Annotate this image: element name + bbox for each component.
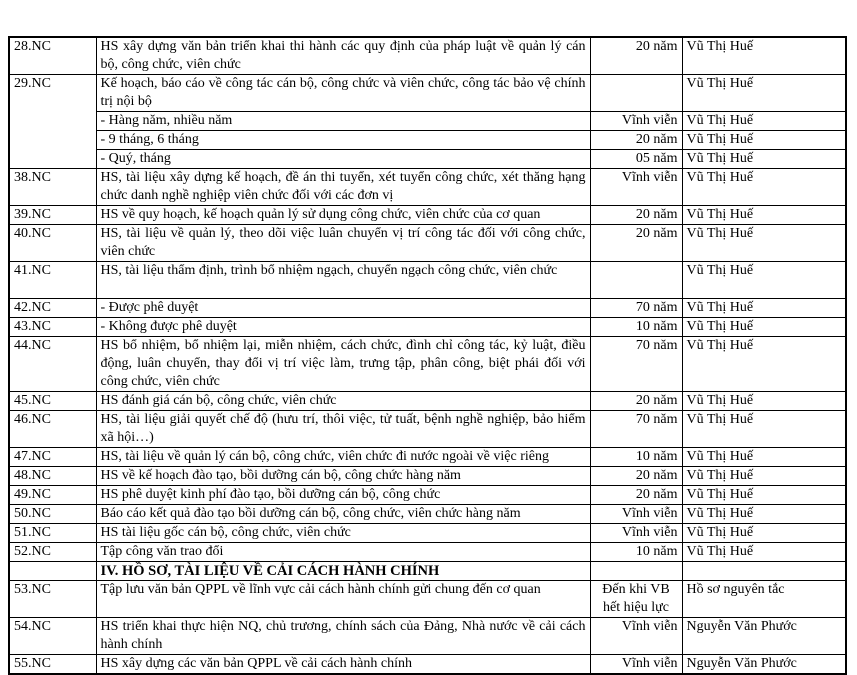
record-description: Tập công văn trao đổi	[96, 543, 590, 562]
record-description: HS về kế hoạch đào tạo, bồi dưỡng cán bộ, công chức hàng năm	[96, 467, 590, 486]
handler-name	[682, 562, 846, 581]
record-code: 52.NC	[9, 543, 96, 562]
record-code: 40.NC	[9, 225, 96, 262]
retention-period: 20 năm	[590, 225, 682, 262]
handler-name: Vũ Thị Huế	[682, 150, 846, 169]
handler-name: Vũ Thị Huế	[682, 262, 846, 299]
retention-period: 20 năm	[590, 206, 682, 225]
retention-period: 05 năm	[590, 150, 682, 169]
record-description: HS tài liệu gốc cán bộ, công chức, viên chức	[96, 524, 590, 543]
table-row	[9, 448, 846, 467]
record-description: - Hàng năm, nhiều năm	[96, 112, 590, 131]
record-description: HS đánh giá cán bộ, công chức, viên chức	[96, 392, 590, 411]
retention-period: Vĩnh viễn	[590, 505, 682, 524]
handler-name: Vũ Thị Huế	[682, 206, 846, 225]
table-row	[9, 262, 846, 299]
handler-name: Vũ Thị Huế	[682, 505, 846, 524]
record-code: 48.NC	[9, 467, 96, 486]
record-code: 54.NC	[9, 618, 96, 655]
record-description: - 9 tháng, 6 tháng	[96, 131, 590, 150]
record-description: Báo cáo kết quả đào tạo bồi dưỡng cán bộ, công chức, viên chức hàng năm	[96, 505, 590, 524]
handler-name: Nguyễn Văn Phước	[682, 655, 846, 675]
table-row	[9, 411, 846, 448]
handler-name: Vũ Thị Huế	[682, 112, 846, 131]
record-description: HS xây dựng các văn bản QPPL về cải cách hành chính	[96, 655, 590, 675]
retention-period: Vĩnh viễn	[590, 112, 682, 131]
table-row	[9, 543, 846, 562]
record-code: 47.NC	[9, 448, 96, 467]
table-row	[9, 337, 846, 392]
handler-name: Vũ Thị Huế	[682, 37, 846, 75]
record-description: HS, tài liệu xây dựng kế hoạch, đề án thi tuyển, xét tuyển công chức, xét thăng hạng chức danh nghề nghiệp viên chức đối với các đơn vị	[96, 169, 590, 206]
record-description: - Được phê duyệt	[96, 299, 590, 318]
handler-name: Vũ Thị Huế	[682, 318, 846, 337]
record-code: 46.NC	[9, 411, 96, 448]
retention-period: Đến khi VB hết hiệu lực	[590, 581, 682, 618]
record-description: HS xây dựng văn bản triển khai thi hành các quy định của pháp luật về quản lý cán bộ, công chức, viên chức	[96, 37, 590, 75]
record-description: HS, tài liệu thẩm định, trình bổ nhiệm ngạch, chuyển ngạch công chức, viên chức	[96, 262, 590, 299]
table-row	[9, 206, 846, 225]
retention-period	[590, 75, 682, 112]
record-code: 49.NC	[9, 486, 96, 505]
retention-period: Vĩnh viễn	[590, 524, 682, 543]
handler-name: Vũ Thị Huế	[682, 448, 846, 467]
table-row	[9, 131, 846, 150]
record-code: 42.NC	[9, 299, 96, 318]
record-code: 41.NC	[9, 262, 96, 299]
handler-name: Vũ Thị Huế	[682, 131, 846, 150]
retention-period: 20 năm	[590, 37, 682, 75]
record-code: 51.NC	[9, 524, 96, 543]
retention-period: 20 năm	[590, 467, 682, 486]
record-description: HS, tài liệu giải quyết chế độ (hưu trí, thôi việc, tử tuất, bệnh nghề nghiệp, bảo hiểm xã hội…)	[96, 411, 590, 448]
table-row	[9, 75, 846, 112]
record-description: - Không được phê duyệt	[96, 318, 590, 337]
table-row	[9, 581, 846, 618]
table-row	[9, 655, 846, 675]
record-description: Tập lưu văn bản QPPL về lĩnh vực cải cách hành chính gửi chung đến cơ quan	[96, 581, 590, 618]
record-code: 44.NC	[9, 337, 96, 392]
table-row	[9, 169, 846, 206]
table-row	[9, 37, 846, 75]
handler-name: Vũ Thị Huế	[682, 467, 846, 486]
retention-period: 70 năm	[590, 337, 682, 392]
record-description: HS, tài liệu về quản lý cán bộ, công chức, viên chức đi nước ngoài về việc riêng	[96, 448, 590, 467]
record-code	[9, 562, 96, 581]
section-title: IV. HỒ SƠ, TÀI LIỆU VỀ CẢI CÁCH HÀNH CHÍNH	[96, 562, 590, 581]
record-description: Kế hoạch, báo cáo về công tác cán bộ, công chức và viên chức, công tác bảo vệ chính trị nội bộ	[96, 75, 590, 112]
retention-schedule-table	[8, 36, 847, 675]
table-row	[9, 505, 846, 524]
table-row	[9, 112, 846, 131]
record-description: HS, tài liệu về quản lý, theo dõi việc luân chuyển vị trí công tác đối với công chức, viên chức	[96, 225, 590, 262]
table-row	[9, 392, 846, 411]
record-description: HS triển khai thực hiện NQ, chủ trương, chính sách của Đảng, Nhà nước về cải cách hành chính	[96, 618, 590, 655]
retention-period: Vĩnh viễn	[590, 618, 682, 655]
records-table-body	[9, 37, 846, 674]
record-code: 29.NC	[9, 75, 96, 169]
table-row	[9, 225, 846, 262]
handler-name: Vũ Thị Huế	[682, 337, 846, 392]
record-description: HS bổ nhiệm, bổ nhiệm lại, miễn nhiệm, cách chức, đình chỉ công tác, kỷ luật, điều động, luân chuyển, thay đổi vị trí việc làm, trưng tập, phân công, biệt phái đối với công chức, viên chức	[96, 337, 590, 392]
table-row	[9, 318, 846, 337]
retention-period: 70 năm	[590, 299, 682, 318]
table-row	[9, 467, 846, 486]
handler-name: Vũ Thị Huế	[682, 411, 846, 448]
record-code: 28.NC	[9, 37, 96, 75]
handler-name: Vũ Thị Huế	[682, 486, 846, 505]
retention-period: 10 năm	[590, 318, 682, 337]
handler-name: Vũ Thị Huế	[682, 225, 846, 262]
retention-period: Vĩnh viễn	[590, 655, 682, 675]
retention-period: 10 năm	[590, 543, 682, 562]
section-header-row	[9, 562, 846, 581]
record-description: HS về quy hoạch, kế hoạch quản lý sử dụng công chức, viên chức của cơ quan	[96, 206, 590, 225]
retention-period	[590, 562, 682, 581]
handler-name: Vũ Thị Huế	[682, 169, 846, 206]
record-description: HS phê duyệt kinh phí đào tạo, bồi dưỡng cán bộ, công chức	[96, 486, 590, 505]
table-row	[9, 618, 846, 655]
record-code: 53.NC	[9, 581, 96, 618]
table-row	[9, 486, 846, 505]
record-code: 50.NC	[9, 505, 96, 524]
record-code: 38.NC	[9, 169, 96, 206]
retention-period: 10 năm	[590, 448, 682, 467]
handler-name: Vũ Thị Huế	[682, 543, 846, 562]
record-code: 45.NC	[9, 392, 96, 411]
handler-name: Vũ Thị Huế	[682, 299, 846, 318]
retention-period	[590, 262, 682, 299]
retention-period: 70 năm	[590, 411, 682, 448]
retention-period: Vĩnh viễn	[590, 169, 682, 206]
record-code: 55.NC	[9, 655, 96, 675]
retention-period: 20 năm	[590, 131, 682, 150]
table-row	[9, 150, 846, 169]
table-row	[9, 299, 846, 318]
record-description: - Quý, tháng	[96, 150, 590, 169]
handler-name: Nguyễn Văn Phước	[682, 618, 846, 655]
retention-period: 20 năm	[590, 486, 682, 505]
record-code: 39.NC	[9, 206, 96, 225]
handler-name: Vũ Thị Huế	[682, 75, 846, 112]
table-row	[9, 524, 846, 543]
handler-name: Hồ sơ nguyên tắc	[682, 581, 846, 618]
handler-name: Vũ Thị Huế	[682, 392, 846, 411]
retention-period: 20 năm	[590, 392, 682, 411]
record-code: 43.NC	[9, 318, 96, 337]
handler-name: Vũ Thị Huế	[682, 524, 846, 543]
